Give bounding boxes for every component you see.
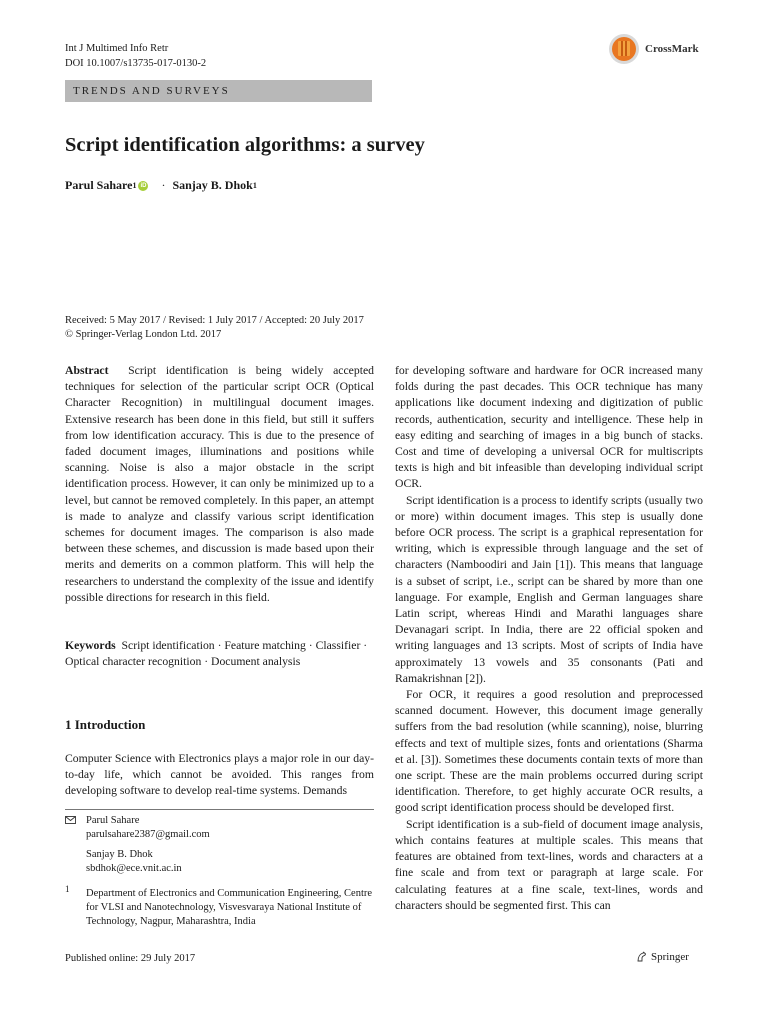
- right-column-body: [395, 363, 703, 914]
- section-banner: TRENDS AND SURVEYS: [65, 80, 372, 102]
- doi[interactable]: DOI 10.1007/s13735-017-0130-2: [65, 58, 207, 69]
- intro-text: Computer Science with Electronics plays a major role in our day-to-day life, which cannot be avoided. This ranges from developing software to develop real-time systems. Demands: [65, 752, 374, 798]
- contact-email[interactable]: sbdhok@ece.vnit.ac.in: [86, 863, 182, 874]
- keywords-text: Script identification · Feature matching · Classifier · Optical character recognition · Document analysis: [65, 639, 368, 669]
- body-paragraph: Script identification is a process to identify scripts (usually two or more) within document images. This step is usually done before OCR process. The script is a graphical representation for writing, which is expressible through language and the set of characters (Namboodiri and Jain [1]). This means that language is a subset of script, i.e., script can be shared by more than one language. For example, English and German languages share Latin script, whereas Hindi and Marathi languages share Devanagari script. In India, there are 22 official spoken and writing languages and 13 scripts. Most of scripts of India have approximately 13 vowels and 35 consonants (Pati and Ramakrishnan [2]).: [395, 493, 703, 685]
- received-revised-accepted: Received: 5 May 2017 / Revised: 1 July 2017 / Accepted: 20 July 2017: [65, 315, 364, 326]
- contact-name: Sanjay B. Dhok: [86, 849, 153, 860]
- author-name[interactable]: Parul Sahare: [65, 178, 133, 192]
- abstract-text: Script identification is being widely accepted techniques for selection of the particular script OCR (Optical Character Recognition) in multilingual document images. Extensive research has been done in this field, but still it suffers from low identification accuracy. This is due to the presence of faded document images, illuminations and positions while scanning. Noise is also a major obstacle in the script identification process. However, it can only be minimized up to a level, but cannot be removed completely. In this paper, an attempt is made to analyze and classify various script identification schemes for document images. The comparison is also made between these schemes, and discussion is made based upon their merits and demerits on a common platform. This will help the researchers to understand the complexity of the issue and identify possible directions for research in this field.: [65, 364, 374, 604]
- affiliation-number: 1: [65, 884, 70, 894]
- affiliation: Department of Electronics and Communication Engineering, Centre for VLSI and Nanotechnology, Visvesvaraya National Institute of Technology, Nagpur, Maharashtra, India: [86, 888, 373, 927]
- body-paragraph: for developing software and hardware for OCR increased many folds during the past decades. This OCR technique has many applications like document indexing and digitization of public records, authentication, security and intelligence. These help in easy editing and searching of images in a big bunch of stacks. Cost and time of developing a universal OCR for multiscripts texts is high and bit infeasible than developing individual script OCR.: [395, 364, 703, 491]
- body-paragraph: For OCR, it requires a good resolution and preprocessed scanned document. However, this document image generally suffers from the bad resolution (while scanning), noise, blurring effects and text of multiple sizes, fonts and orientations (Sharma et al. [3]). Sometimes these documents contain texts of more than one script. These are the main problems occurred during script identification. Therefore, to get highly accurate OCR results, a good script identification process should be developed first.: [395, 688, 703, 815]
- publisher-logo: [636, 951, 689, 963]
- orcid-icon[interactable]: iD: [140, 182, 147, 189]
- journal-header: [65, 41, 206, 71]
- section-heading: 1 Introduction: [65, 717, 146, 732]
- crossmark-icon: [608, 33, 640, 65]
- springer-horse-icon: [636, 951, 648, 963]
- publication-dates: [65, 314, 364, 342]
- contact-name: Parul Sahare: [86, 815, 140, 826]
- keywords-label: Keywords: [65, 639, 116, 652]
- published-online: Published online: 29 July 2017: [65, 953, 196, 964]
- paper-title: Script identification algorithms: a survey: [65, 134, 425, 156]
- author-affil-sup: 1: [132, 181, 137, 190]
- author-list: [65, 178, 257, 193]
- publisher-name: Springer: [651, 951, 689, 963]
- abstract: [65, 363, 374, 606]
- copyright: © Springer-Verlag London Ltd. 2017: [65, 329, 222, 340]
- keywords: [65, 638, 374, 670]
- journal-name: Int J Multimed Info Retr: [65, 43, 169, 54]
- author-affil-sup: 1: [252, 181, 257, 190]
- crossmark-badge[interactable]: [608, 32, 708, 66]
- crossmark-label: CrossMark: [645, 43, 699, 55]
- body-paragraph: Script identification is a sub-field of document image analysis, which contains features at multiple scales. This means that features are obtained from text-lines, words and characters at a fine scale and from text or paragraph at large scale. For calculating features at a fine scale, text-lines, words and characters should be segmented first. This can: [395, 817, 703, 912]
- author-separator: ·: [161, 178, 166, 192]
- envelope-icon: [65, 816, 76, 824]
- contact-email[interactable]: parulsahare2387@gmail.com: [86, 829, 210, 840]
- abstract-label: Abstract: [65, 364, 109, 377]
- author-name[interactable]: Sanjay B. Dhok: [172, 178, 253, 192]
- footnote-divider: [65, 809, 374, 810]
- intro-paragraph: [65, 751, 374, 800]
